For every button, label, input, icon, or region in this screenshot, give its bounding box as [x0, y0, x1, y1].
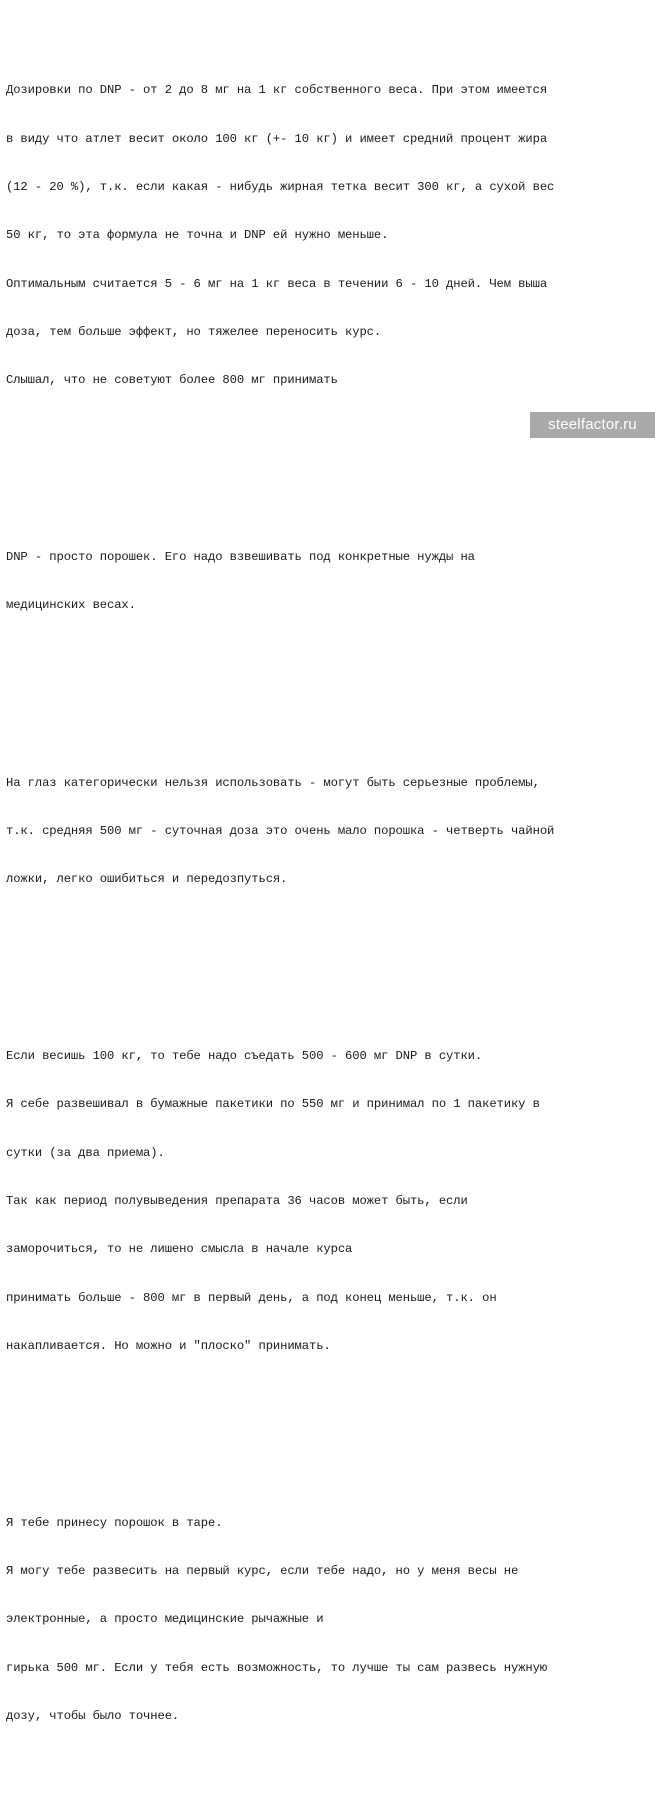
paragraph-dosage: [6, 50, 651, 420]
paragraph-delivery: [6, 1483, 651, 1757]
text-line: электронные, а просто медицинские рычажные и: [6, 1612, 324, 1627]
paragraph-warning: [6, 742, 651, 919]
site-watermark: steelfactor.ru: [530, 412, 655, 438]
paragraph-spacer: [6, 952, 651, 968]
paragraph-spacer: [6, 453, 651, 469]
paragraph-spacer: [6, 1418, 651, 1434]
text-line: (12 - 20 %), т.к. если какая - нибудь жирная тетка весит 300 кг, а сухой вес: [6, 180, 555, 195]
text-line: Слышал, что не советуют более 800 мг принимать: [6, 373, 338, 388]
text-line: Я могу тебе развесить на первый курс, если тебе надо, но у меня весы не: [6, 1564, 519, 1579]
text-line: ложки, легко ошибиться и передозпуться.: [6, 872, 288, 887]
document-text: [6, 2, 651, 1805]
text-line: DNP - просто порошек. Его надо взвешивать под конкретные нужды на: [6, 550, 475, 565]
text-line: заморочиться, то не лишено смысла в начале курса: [6, 1242, 353, 1257]
text-line: т.к. средняя 500 мг - суточная доза это очень мало порошка - четверть чайной: [6, 823, 555, 838]
text-line: в виду что атлет весит около 100 кг (+- 10 кг) и имеет средний процент жира: [6, 131, 548, 146]
text-line: Я тебе принесу порошок в таре.: [6, 1515, 223, 1530]
text-line: принимать больше - 800 мг в первый день, а под конец меньше, т.к. он: [6, 1290, 497, 1305]
text-line: накапливается. Но можно и "плоско" принимать.: [6, 1338, 331, 1353]
paragraph-powder: [6, 517, 651, 646]
text-line: Если весишь 100 кг, то тебе надо съедать 500 - 600 мг DNP в сутки.: [6, 1049, 483, 1064]
text-line: гирька 500 мг. Если у тебя есть возможность, то лучше ты сам развесь нужную: [6, 1660, 548, 1675]
text-line: Я себе развешивал в бумажные пакетики по 550 мг и принимал по 1 пакетику в: [6, 1097, 540, 1112]
text-line: 50 кг, то эта формула не точна и DNP ей нужно меньше.: [6, 228, 389, 243]
text-line: На глаз категорически нельзя использовать - могут быть серьезные проблемы,: [6, 775, 540, 790]
text-line: сутки (за два приема).: [6, 1145, 165, 1160]
text-line: Оптимальным считается 5 - 6 мг на 1 кг веса в течении 6 - 10 дней. Чем выша: [6, 276, 548, 291]
paragraph-spacer: [6, 678, 651, 694]
text-line: медицинских весах.: [6, 598, 136, 613]
text-line: Так как период полувыведения препарата 36 часов может быть, если: [6, 1193, 468, 1208]
text-line: дозу, чтобы было точнее.: [6, 1708, 180, 1723]
text-line: Дозировки по DNP - от 2 до 8 мг на 1 кг собственного веса. При этом имеется: [6, 83, 548, 98]
paragraph-daily-dose: [6, 1016, 651, 1386]
text-line: доза, тем больше эффект, но тяжелее переносить курс.: [6, 324, 382, 339]
